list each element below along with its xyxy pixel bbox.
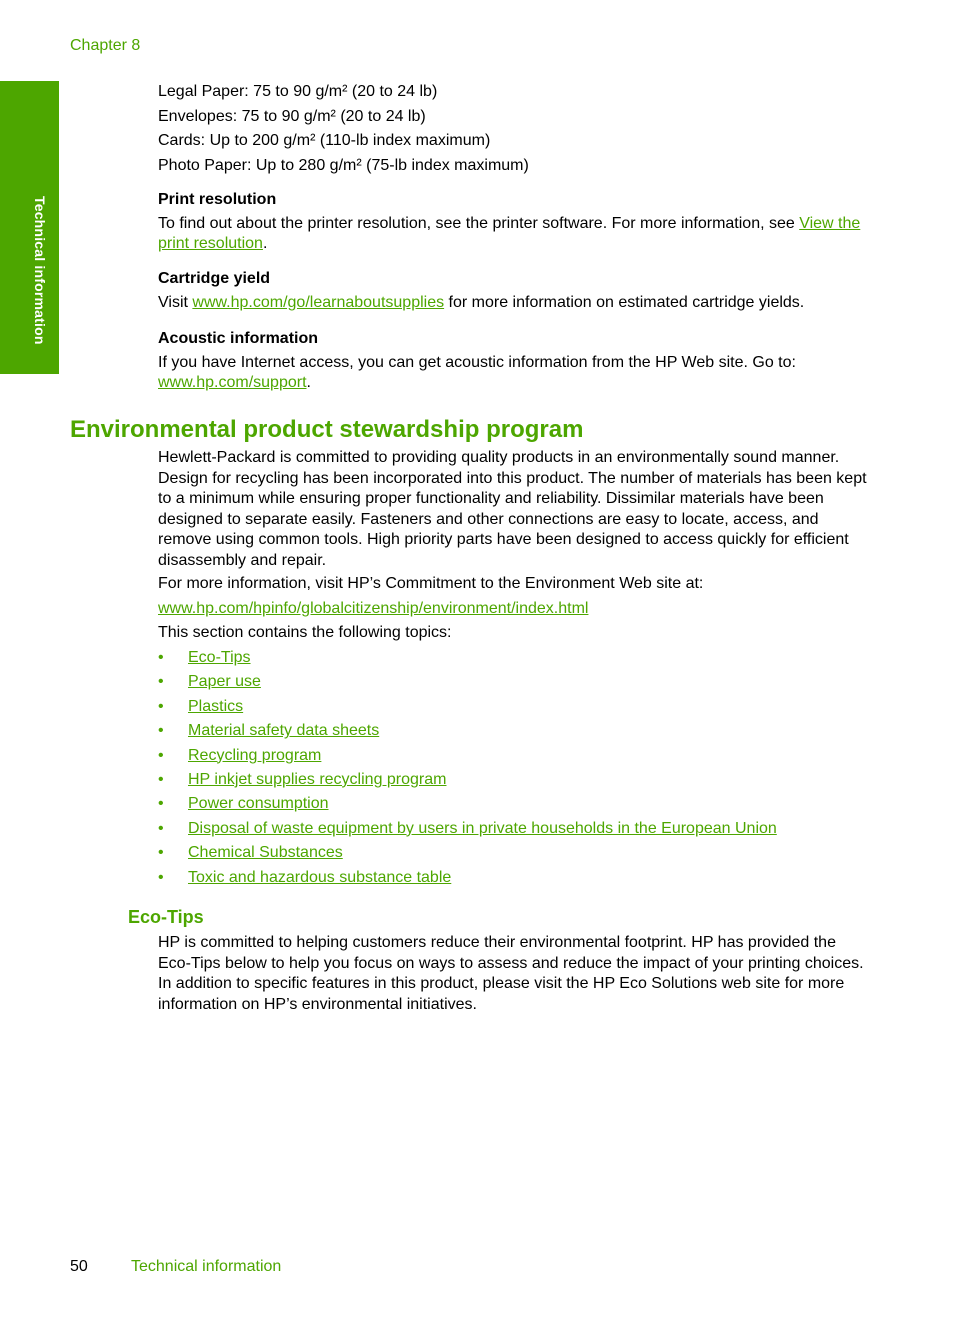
acoustic-body: If you have Internet access, you can get acoustic information from the HP Web site. Go to: <box>158 353 796 371</box>
bullet-icon: • <box>158 868 164 886</box>
print-resolution-suffix: . <box>262 235 268 252</box>
cartridge-yield-link[interactable]: www.hp.com/go/learnaboutsupplies <box>192 293 445 311</box>
bullet-icon: • <box>158 844 164 862</box>
list-item <box>158 868 870 892</box>
paper-weight-line: Legal Paper: 75 to 90 g/m² (20 to 24 lb) <box>158 83 438 100</box>
cartridge-yield-prefix: Visit <box>158 293 193 311</box>
list-item <box>158 721 870 745</box>
topic-link-recycling[interactable]: Recycling program <box>188 746 322 764</box>
side-tab-label: Technical information <box>32 196 48 345</box>
list-item <box>158 746 870 770</box>
acoustic-text <box>158 353 870 394</box>
topic-link-msds[interactable]: Material safety data sheets <box>188 722 380 740</box>
paper-weight-line: Photo Paper: Up to 280 g/m² (75-lb index maximum) <box>158 156 529 174</box>
stewardship-more-info: For more information, visit HP’s Commitment to the Environment Web site at: <box>158 575 704 592</box>
list-item <box>158 770 870 794</box>
bullet-icon: • <box>158 795 164 813</box>
bullet-icon: • <box>158 722 164 740</box>
cartridge-yield-section <box>158 269 870 313</box>
eco-tips-heading: Eco-Tips <box>128 907 204 927</box>
print-resolution-heading: Print resolution <box>158 191 277 208</box>
chapter-label: Chapter 8 <box>70 37 141 54</box>
stewardship-section <box>158 448 870 644</box>
topics-intro: This section contains the following topics: <box>158 624 452 641</box>
topic-link-eco-tips[interactable]: Eco-Tips <box>188 649 251 666</box>
paper-weight-list <box>158 80 870 178</box>
topic-link-plastics[interactable]: Plastics <box>188 697 244 715</box>
eco-tips-section <box>158 933 870 1015</box>
bullet-icon: • <box>158 770 164 788</box>
topic-link-toxic[interactable]: Toxic and hazardous substance table <box>188 868 452 886</box>
stewardship-heading: Environmental product stewardship program <box>70 416 584 443</box>
page-number: 50 <box>70 1258 88 1275</box>
print-resolution-text <box>158 214 870 255</box>
bullet-icon: • <box>158 649 164 666</box>
topic-link-inkjet-recycling[interactable]: HP inkjet supplies recycling program <box>188 770 447 788</box>
list-item <box>158 794 870 818</box>
acoustic-link[interactable]: www.hp.com/support <box>158 374 307 391</box>
cartridge-yield-text <box>158 293 870 314</box>
list-item <box>158 697 870 721</box>
side-tab <box>0 81 59 374</box>
bullet-icon: • <box>158 746 164 764</box>
environment-link[interactable]: www.hp.com/hpinfo/globalcitizenship/environment/index.html <box>158 599 589 617</box>
list-item <box>158 672 870 696</box>
topic-link-chemical[interactable]: Chemical Substances <box>188 844 343 862</box>
list-item <box>158 843 870 867</box>
cartridge-yield-suffix: for more information on estimated cartridge yields. <box>444 293 805 311</box>
bullet-icon: • <box>158 819 164 837</box>
topics-list-wrapper <box>158 648 870 892</box>
eco-tips-body: HP is committed to helping customers reduce their environmental footprint. HP has provided the Eco-Tips below to help you focus on ways to assess and reduce the impact of your printing choices. In addition to specific features in this product, please visit the HP Eco Solutions web site for more information on HP’s environmental initiatives. <box>158 934 864 1013</box>
paper-weight-line: Cards: Up to 200 g/m² (110-lb index maximum) <box>158 132 491 149</box>
acoustic-section <box>158 329 870 394</box>
footer-section-title: Technical information <box>131 1258 282 1275</box>
topic-link-paper-use[interactable]: Paper use <box>188 673 261 691</box>
print-resolution-link[interactable]: View the print resolution <box>158 214 861 252</box>
topic-link-disposal[interactable]: Disposal of waste equipment by users in private households in the European Union <box>188 819 777 837</box>
cartridge-yield-heading: Cartridge yield <box>158 270 271 287</box>
bullet-icon: • <box>158 697 164 715</box>
print-resolution-section <box>158 190 870 255</box>
topic-link-power[interactable]: Power consumption <box>188 795 329 813</box>
topics-list <box>158 648 870 892</box>
stewardship-body: Hewlett-Packard is committed to providing quality products in an environmentally sound manner. Design for recycling has been incorporated into this product. The number of materials has been kept to a minimum while ensuring proper functionality and reliability. Dissimilar materials have been designed to separate easily. Fasteners and other connections are easy to locate, access, and remove using common tools. High priority parts have been designed to access quickly for efficient disassembly and repair. <box>158 449 867 569</box>
print-resolution-body: To find out about the printer resolution, see the printer software. For more information, see <box>158 214 800 232</box>
acoustic-suffix: . <box>306 374 311 391</box>
list-item <box>158 819 870 843</box>
paper-weight-line: Envelopes: 75 to 90 g/m² (20 to 24 lb) <box>158 107 426 125</box>
bullet-icon: • <box>158 673 164 691</box>
acoustic-heading: Acoustic information <box>158 330 319 347</box>
list-item <box>158 648 870 672</box>
